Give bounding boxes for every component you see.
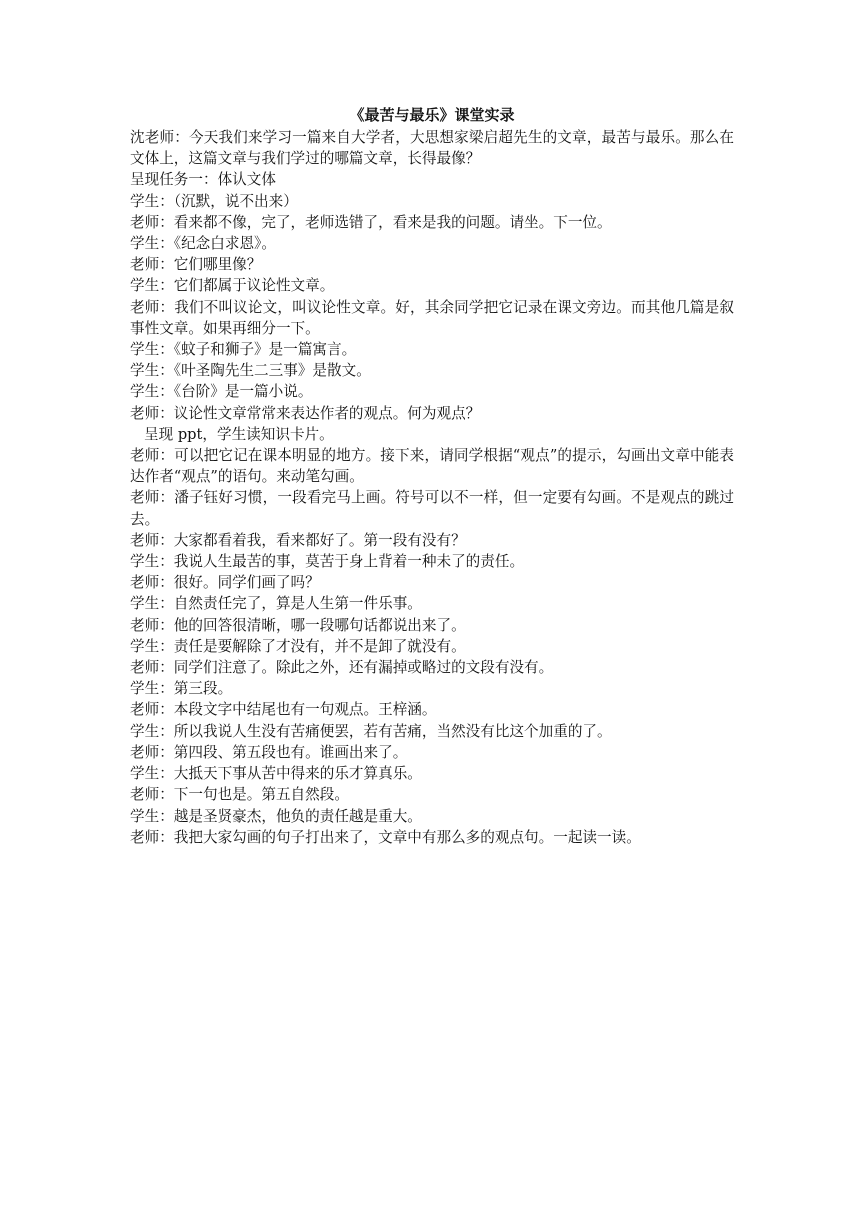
paragraph: 老师：我把大家勾画的句子打出来了，文章中有那么多的观点句。一起读一读。 (130, 828, 641, 846)
paragraph: 老师：潘子钰好习惯，一段看完马上画。符号可以不一样，但一定要有勾画。不是观点的跳过去。 (130, 489, 734, 528)
paragraph: 学生：它们都属于议论性文章。 (130, 277, 335, 295)
paragraph: 学生：大抵天下事从苦中得来的乐才算真乐。 (130, 765, 422, 783)
paragraph: 老师：第四段、第五段也有。谁画出来了。 (130, 743, 408, 761)
paragraph: 学生：《叶圣陶先生二三事》是散文。 (130, 362, 371, 380)
paragraph: 学生：所以我说人生没有苦痛便罢，若有苦痛，当然没有比这个加重的了。 (130, 722, 612, 740)
paragraph: 老师：同学们注意了。除此之外，还有漏掉或略过的文段有没有。 (130, 659, 554, 677)
document-title: 《最苦与最乐》课堂实录 (349, 106, 515, 124)
paragraph: 老师：他的回答很清晰，哪一段哪句话都说出来了。 (130, 616, 466, 634)
document-page (130, 104, 734, 848)
paragraph: 沈老师：今天我们来学习一篇来自大学者，大思想家梁启超先生的文章，最苦与最乐。那么在文体上，这篇文章与我们学过的哪篇文章，长得最像？ (130, 129, 734, 168)
paragraph: 老师：议论性文章常常来表达作者的观点。何为观点？ (130, 404, 481, 422)
paragraph: 呈现任务一：体认文体 (130, 171, 276, 189)
paragraph: 学生：责任是要解除了才没有，并不是卸了就没有。 (130, 637, 466, 655)
paragraph: 学生：我说人生最苦的事，莫苦于身上背着一种未了的责任。 (130, 553, 525, 571)
paragraph: 老师：它们哪里像？ (130, 256, 262, 274)
paragraph: 呈现 ppt，学生读知识卡片。 (144, 425, 334, 443)
paragraph: 老师：很好。同学们画了吗？ (130, 574, 320, 592)
paragraph: 老师：下一句也是。第五自然段。 (130, 786, 349, 804)
paragraph: 学生：（沉默，说不出来） (130, 192, 298, 210)
paragraph: 老师：大家都看着我，看来都好了。第一段有没有？ (130, 531, 466, 549)
paragraph: 老师：看来都不像，完了，老师选错了，看来是我的问题。请坐。下一位。 (130, 213, 612, 231)
paragraph: 老师：我们不叫议论文，叫议论性文章。好，其余同学把它记录在课文旁边。而其他几篇是叙事性文章。如果再细分一下。 (130, 298, 734, 337)
paragraph: 学生：《台阶》是一篇小说。 (130, 383, 313, 401)
paragraph: 学生：《纪念白求恩》。 (130, 235, 276, 253)
paragraph: 老师：本段文字中结尾也有一句观点。王梓涵。 (130, 701, 437, 719)
paragraph: 学生：自然责任完了，算是人生第一件乐事。 (130, 595, 422, 613)
paragraph: 老师：可以把它记在课本明显的地方。接下来，请同学根据“观点”的提示，勾画出文章中能表达作者“观点”的语句。来动笔勾画。 (130, 447, 734, 486)
paragraph: 学生：《蚊子和狮子》是一篇寓言。 (130, 341, 357, 359)
paragraph: 学生：越是圣贤豪杰，他负的责任越是重大。 (130, 807, 422, 825)
paragraph: 学生：第三段。 (130, 680, 233, 698)
